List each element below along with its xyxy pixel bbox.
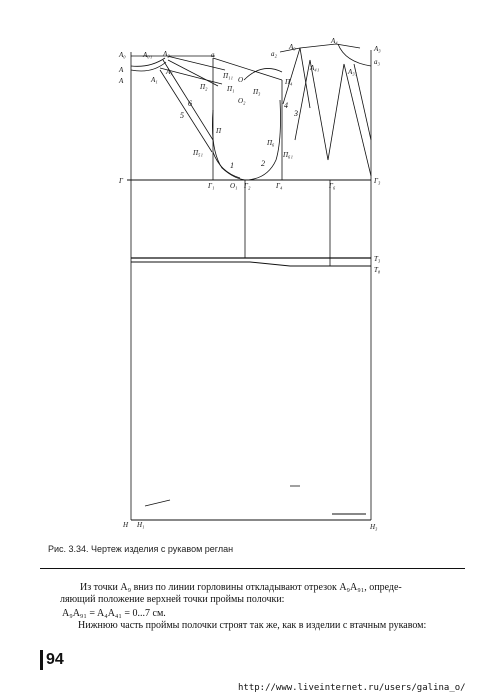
label-P: П	[216, 127, 222, 135]
label-num-2: 2	[261, 159, 265, 168]
label-A1: A₁	[151, 76, 158, 84]
paragraph-neckline-line1: Из точки A₉ вниз по линии горловины откладывают отрезок A₉A₉₁, опреде-	[80, 582, 402, 593]
label-A01: A₀₁	[143, 51, 153, 59]
label-P3: П₃	[253, 88, 261, 96]
label-num-1: 1	[230, 161, 234, 170]
raglan-curve-guide	[168, 60, 218, 86]
label-P61: П₆₁	[283, 151, 293, 159]
label-A3: A₃	[374, 45, 381, 53]
label-a3: a₃	[374, 58, 380, 66]
hip-line	[131, 262, 371, 266]
section-divider	[40, 568, 465, 569]
label-P11: П₁₁	[223, 72, 233, 80]
label-P2: П₂	[200, 83, 208, 91]
hem-tick	[145, 500, 170, 506]
label-A4: A₄	[331, 37, 338, 45]
label-num-5: 5	[180, 111, 184, 120]
label-G3: Г₃	[374, 177, 381, 185]
front-armhole	[248, 100, 281, 180]
label-G6: Г₆	[329, 182, 336, 190]
label-H: H	[123, 521, 129, 529]
label-A31: A₃₁	[348, 68, 358, 76]
label-A-lower: A	[119, 77, 124, 85]
label-G: Г	[119, 177, 123, 185]
label-P6: П₆	[267, 139, 275, 147]
front-raglan-1	[295, 60, 310, 140]
label-A9: A₉	[289, 43, 296, 51]
back-neckline	[131, 58, 165, 66]
paragraph-neckline	[60, 582, 462, 606]
label-G4: Г₄	[276, 182, 283, 190]
label-A2: A₂	[163, 50, 170, 58]
source-url[interactable]: http://www.liveinternet.ru/users/galina_o/	[238, 683, 466, 693]
label-P4: П₄	[285, 78, 293, 86]
label-T8: T₈	[374, 266, 381, 274]
label-num-4: 4	[284, 101, 288, 110]
label-a: a	[211, 51, 215, 59]
label-A41: A₄₁	[310, 64, 320, 72]
label-num-3: 3	[294, 109, 298, 118]
formula: A₉A₉₁ = A₄A₄₁ = 0...7 см.	[62, 608, 166, 619]
figure-caption: Рис. 3.34. Чертеж изделия с рукавом реглан	[48, 544, 234, 554]
paragraph-neckline-line2: ляющий положение верхней точки проймы полочки:	[60, 594, 285, 605]
label-A7: A₇	[166, 68, 173, 76]
paragraph-armhole: Нижнюю часть проймы полочки строят так же, как в изделии с втачным рукавом:	[78, 620, 427, 631]
label-P51: П₅₁	[193, 149, 203, 157]
label-G2: Г₂	[244, 182, 251, 190]
label-H1: H₁	[137, 521, 145, 529]
label-a2: a₂	[271, 50, 277, 58]
label-P1: П₁	[227, 85, 235, 93]
back-shoulder	[167, 56, 225, 70]
label-num-6: 6	[188, 99, 192, 108]
label-T3: T₃	[374, 255, 381, 263]
front-dart-left	[283, 48, 300, 104]
page-number: 94	[46, 651, 64, 668]
page-number-bar	[40, 650, 43, 670]
label-O1: O₁	[230, 182, 238, 190]
label-O: O	[238, 76, 244, 84]
label-A0: A₀	[119, 51, 126, 59]
front-raglan-2	[310, 60, 328, 160]
label-G1: Г₁	[208, 182, 215, 190]
label-H3: H₃	[370, 523, 378, 531]
label-A: A	[119, 66, 124, 74]
front-dart-left-2	[300, 48, 310, 108]
front-dart-right	[328, 64, 344, 160]
label-O2: O₂	[238, 97, 246, 105]
back-armhole-outer	[213, 152, 240, 178]
